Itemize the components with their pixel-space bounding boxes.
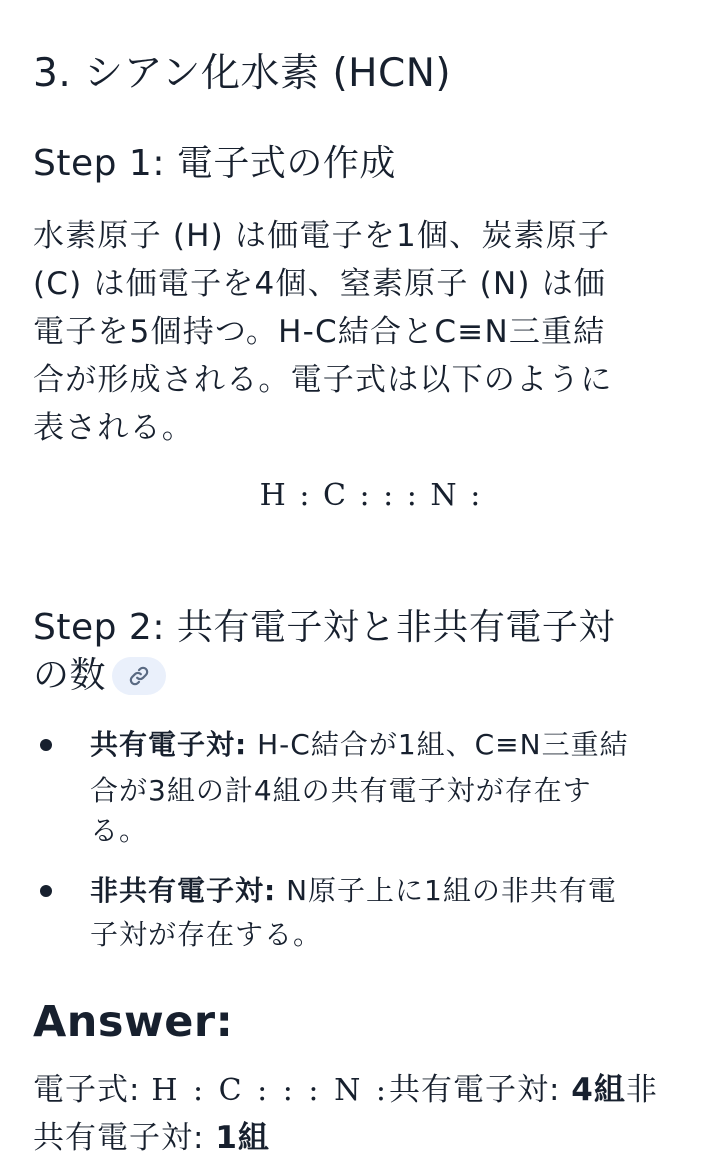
link-icon	[128, 665, 150, 687]
bullet-dot	[40, 739, 52, 751]
step1-paragraph-line: 表される。	[33, 410, 194, 446]
step2-heading-continued	[33, 652, 166, 700]
step1-heading: Step 1: 電子式の作成	[33, 143, 396, 184]
list-item-text: N原子上に1組の非共有電	[276, 874, 617, 907]
answer-line	[33, 1114, 270, 1162]
anchor-link-button[interactable]	[112, 657, 166, 695]
answer-label: 共有電子対:	[33, 1120, 216, 1156]
answer-shared-pairs-value: 4組	[571, 1072, 626, 1108]
list-item-text: る。	[90, 814, 149, 847]
list-item-label: 非共有電子対:	[90, 874, 277, 907]
step2-heading-tail: の数	[33, 655, 107, 696]
answer-formula: H : C : : : N :	[151, 1073, 389, 1108]
answer-label: 電子式:	[33, 1072, 152, 1108]
step1-paragraph-line: 水素原子 (H) は価電子を1個、炭素原子	[33, 218, 611, 254]
list-item-text: 合が3組の計4組の共有電子対が存在す	[90, 774, 592, 807]
section-title: 3. シアン化水素 (HCN)	[33, 51, 452, 96]
list-item-text: H-C結合が1組、C≡N三重結	[247, 728, 629, 761]
step2-heading: Step 2: 共有電子対と非共有電子対	[33, 607, 615, 648]
list-item-shared-pairs	[90, 722, 629, 768]
step1-paragraph-line: 合が形成される。電子式は以下のように	[33, 362, 613, 398]
answer-lone-pairs-value: 1組	[215, 1120, 270, 1156]
list-item-text: 子対が存在する。	[90, 918, 323, 951]
answer-line	[33, 1066, 658, 1115]
list-item-label: 共有電子対:	[90, 728, 248, 761]
step1-paragraph-line: (C) は価電子を4個、窒素原子 (N) は価	[33, 266, 607, 302]
answer-heading: Answer:	[33, 997, 234, 1047]
bullet-dot	[40, 885, 52, 897]
list-item-lone-pairs	[90, 868, 617, 914]
step1-paragraph-line: 電子を5個持つ。H-C結合とC≡N三重結	[33, 314, 606, 350]
answer-label: 共有電子対:	[388, 1072, 572, 1108]
electron-dot-formula: H : C : : : N :	[259, 478, 483, 513]
answer-text: 非	[625, 1072, 658, 1108]
